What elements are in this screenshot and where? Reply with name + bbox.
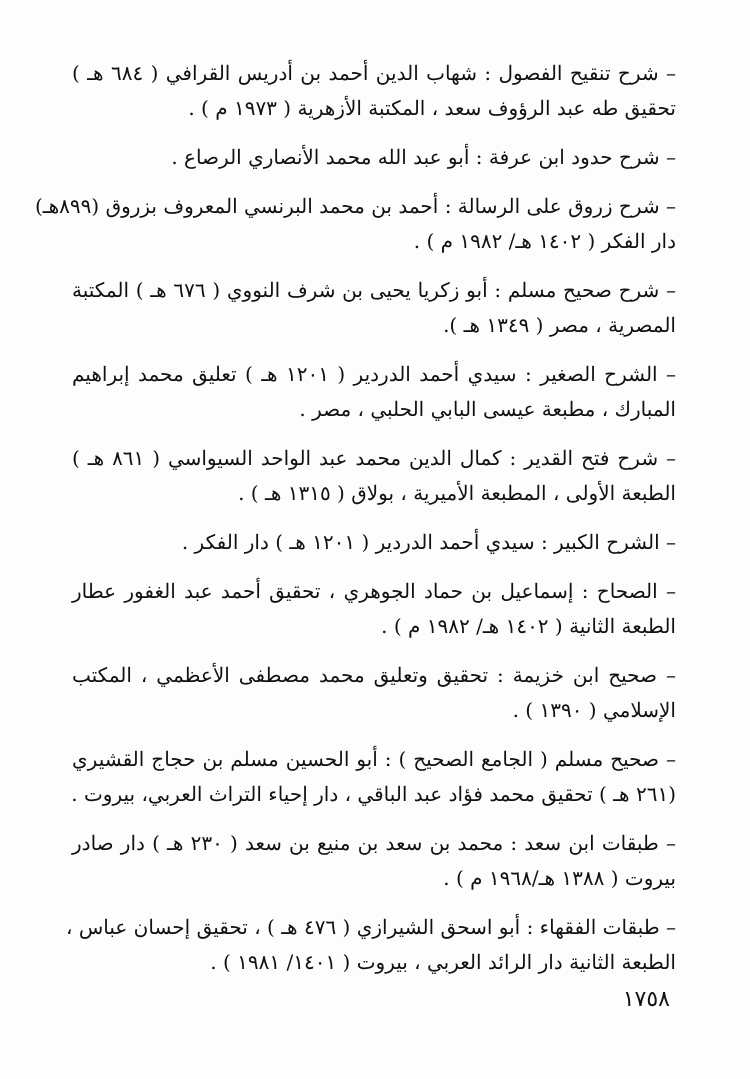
entry-line: – الشرح الصغير : سيدي أحمد الدردير ( ١٢٠١ هـ ) تعليق محمد إبراهيم <box>72 362 677 386</box>
bibliography-entry <box>72 441 676 511</box>
entry-line: – شرح تنقيح الفصول : شهاب الدين أحمد بن أدريس القرافي ( ٦٨٤ هـ ) <box>72 61 676 85</box>
entry-line: – صحيح مسلم ( الجامع الصحيح ) : أبو الحسين مسلم بن حجاج القشيري <box>72 747 676 771</box>
bibliography-entry <box>72 140 676 175</box>
bibliography-entry <box>72 742 676 812</box>
entry-line: – شرح زروق على الرسالة : أحمد بن محمد البرنسي المعروف بزروق (٨٩٩هـ) <box>34 194 676 218</box>
entry-line: الإسلامي ( ١٣٩٠ ) . <box>512 698 676 722</box>
entry-line: – شرح فتح القدير : كمال الدين محمد عبد الواحد السيواسي ( ٨٦١ هـ ) <box>72 446 676 470</box>
bibliography-entry <box>72 658 676 728</box>
entry-line: (٢٦١ هـ ) تحقيق محمد فؤاد عبد الباقي ، دار إحياء التراث العربي، بيروت . <box>71 782 676 806</box>
entry-line: – صحيح ابن خزيمة : تحقيق وتعليق محمد مصطفى الأعظمي ، المكتب <box>72 663 676 687</box>
entry-line: الطبعة الثانية دار الرائد العربي ، بيروت ( ١٤٠١/ ١٩٨١ ) . <box>210 950 676 974</box>
entry-line: – طبقات ابن سعد : محمد بن سعد بن منيع بن سعد ( ٢٣٠ هـ ) دار صادر <box>72 831 676 855</box>
bibliography-entry <box>66 910 676 980</box>
bibliography-entry <box>72 574 676 644</box>
bibliography-entry <box>72 826 676 896</box>
entry-line: تحقيق طه عبد الرؤوف سعد ، المكتبة الأزهرية ( ١٩٧٣ م ) . <box>188 96 676 120</box>
entry-line: – الصحاح : إسماعيل بن حماد الجوهري ، تحقيق أحمد عبد الغفور عطار <box>72 579 676 603</box>
entry-line: بيروت ( ١٣٨٨ هـ/١٩٦٨ م ) . <box>443 866 676 890</box>
entry-line: – طبقات الفقهاء : أبو اسحق الشيرازي ( ٤٧٦ هـ ) ، تحقيق إحسان عباس ، <box>66 915 676 939</box>
entry-line: الطبعة الأولى ، المطبعة الأميرية ، بولاق ( ١٣١٥ هـ ) . <box>238 481 676 505</box>
entry-line: المبارك ، مطبعة عيسى البابي الحلبي ، مصر . <box>299 397 676 421</box>
page-number: ١٧٥٨ <box>622 987 670 1012</box>
entry-line: دار الفكر ( ١٤٠٢ هـ/ ١٩٨٢ م ) . <box>413 229 676 253</box>
entry-line: الطبعة الثانية ( ١٤٠٢ هـ/ ١٩٨٢ م ) . <box>381 614 676 638</box>
entry-line: – شرح حدود ابن عرفة : أبو عبد الله محمد الأنصاري الرصاع . <box>171 145 676 169</box>
bibliography-entry <box>72 56 676 126</box>
bibliography-entry <box>72 357 676 427</box>
bibliography-entry <box>72 273 676 343</box>
entry-line: – شرح صحيح مسلم : أبو زكريا يحيى بن شرف النووي ( ٦٧٦ هـ ) المكتبة <box>72 278 676 302</box>
entry-line: – الشرح الكبير : سيدي أحمد الدردير ( ١٢٠١ هـ ) دار الفكر . <box>181 530 676 554</box>
entry-line: المصرية ، مصر ( ١٣٤٩ هـ ). <box>443 313 676 337</box>
bibliography-list <box>34 56 677 994</box>
bibliography-entry <box>34 189 676 259</box>
bibliography-entry <box>72 525 676 560</box>
